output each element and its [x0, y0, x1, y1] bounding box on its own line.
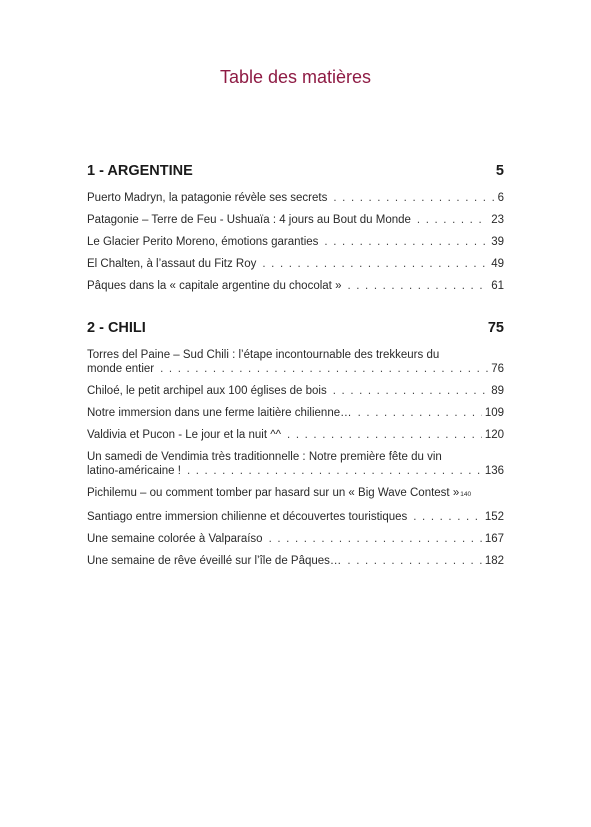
toc-entry[interactable] — [87, 279, 504, 293]
toc-entry[interactable] — [87, 384, 504, 398]
entry-title: Valdivia et Pucon - Le jour et la nuit ^^ — [87, 429, 282, 441]
dot-leader — [413, 510, 482, 524]
toc-entry[interactable] — [87, 554, 504, 568]
entry-page-number: 6 — [497, 192, 504, 204]
section-heading — [87, 320, 504, 340]
section-title: 1 - ARGENTINE — [87, 163, 193, 179]
entry-page-number: 39 — [491, 236, 504, 248]
toc-entry[interactable] — [87, 348, 504, 376]
entry-title: Le Glacier Perito Moreno, émotions garanties — [87, 236, 319, 248]
dot-leader — [333, 384, 488, 398]
dot-leader — [347, 554, 481, 568]
dot-leader — [287, 428, 482, 442]
dot-leader — [417, 213, 488, 227]
toc-entries — [87, 348, 504, 568]
entry-title: Pâques dans la « capitale argentine du chocolat » — [87, 280, 342, 292]
dot-leader — [347, 279, 488, 293]
entry-page-number: 152 — [484, 511, 504, 523]
toc-entry[interactable] — [87, 486, 504, 502]
dot-leader — [269, 532, 482, 546]
entry-page-number: 89 — [491, 385, 504, 397]
entry-title: Une semaine colorée à Valparaíso — [87, 533, 263, 545]
toc-entry[interactable] — [87, 406, 504, 420]
entry-title: latino-américaine ! — [87, 465, 181, 477]
page-title: Table des matières — [219, 67, 372, 87]
toc-entry[interactable] — [87, 532, 504, 546]
dot-leader — [358, 406, 482, 420]
dot-leader — [324, 235, 488, 249]
toc-entry[interactable] — [87, 450, 504, 478]
entry-title-line: Un samedi de Vendimia très traditionnelle : Notre première fête du vin — [87, 451, 442, 463]
toc-entry[interactable] — [87, 191, 504, 205]
entry-title: Pichilemu – ou comment tomber par hasard sur un « Big Wave Contest » — [87, 487, 460, 499]
section-title: 2 - CHILI — [87, 320, 146, 336]
section-heading — [87, 163, 504, 183]
toc-section-chili — [87, 320, 504, 576]
entry-title: El Chalten, à l’assaut du Fitz Roy — [87, 258, 257, 270]
toc-entry[interactable] — [87, 428, 504, 442]
entry-title: Santiago entre immersion chilienne et découvertes touristiques — [87, 511, 408, 523]
toc-entries — [87, 191, 504, 293]
entry-title: Une semaine de rêve éveillé sur l’île de Pâques… — [87, 555, 342, 567]
entry-page-number: 167 — [484, 533, 504, 545]
toc-section-argentine — [87, 163, 504, 301]
entry-page-number: 140 — [460, 491, 472, 498]
section-page-number: 75 — [487, 320, 504, 336]
entry-page-number: 136 — [484, 465, 504, 477]
entry-title: Notre immersion dans une ferme laitière chilienne… — [87, 407, 352, 419]
entry-title-line: Torres del Paine – Sud Chili : l’étape incontournable des trekkeurs du — [87, 349, 440, 361]
entry-page-number: 49 — [491, 258, 504, 270]
toc-entry[interactable] — [87, 235, 504, 249]
entry-title: Chiloé, le petit archipel aux 100 églises de bois — [87, 385, 327, 397]
toc-entry[interactable] — [87, 213, 504, 227]
dot-leader — [187, 464, 482, 478]
entry-page-number: 23 — [491, 214, 504, 226]
toc-entry[interactable] — [87, 510, 504, 524]
entry-page-number: 182 — [484, 555, 504, 567]
entry-title: Puerto Madryn, la patagonie révèle ses secrets — [87, 192, 328, 204]
entry-page-number: 109 — [484, 407, 504, 419]
entry-page-number: 61 — [491, 280, 504, 292]
section-page-number: 5 — [495, 163, 504, 179]
entry-page-number: 120 — [484, 429, 504, 441]
dot-leader — [333, 191, 494, 205]
dot-leader — [160, 362, 488, 376]
entry-title: monde entier — [87, 363, 155, 375]
dot-leader — [262, 257, 488, 271]
entry-page-number: 76 — [491, 363, 504, 375]
entry-title: Patagonie – Terre de Feu - Ushuaïa : 4 jours au Bout du Monde — [87, 214, 411, 226]
toc-entry[interactable] — [87, 257, 504, 271]
